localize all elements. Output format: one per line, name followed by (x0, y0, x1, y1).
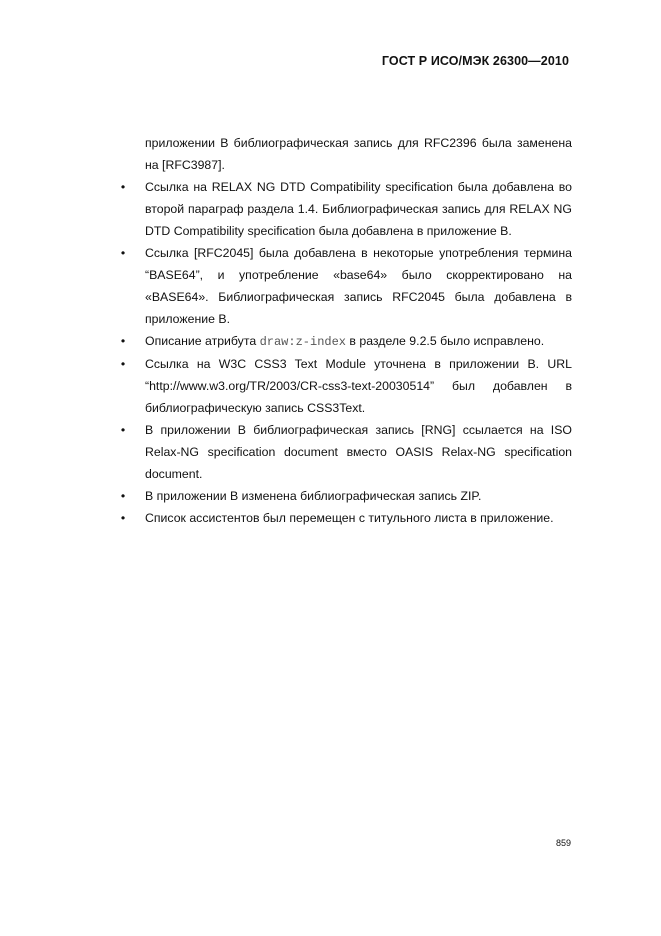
list-item (120, 176, 572, 242)
continuation-paragraph: приложении В библиографическая запись для RFC2396 была заменена на [RFC3987]. (145, 136, 572, 172)
bullet-icon: • (120, 511, 126, 525)
list-item-text: В приложении В изменена библиографическая запись ZIP. (145, 489, 482, 503)
list-item (120, 353, 572, 419)
list-item-text: Ссылка [RFC2045] была добавлена в некоторые употребления термина “BASE64”, и употребление «base64» было скорректировано на «BASE64». Библиографическая запись RFC2045 была добавлена в приложение В. (145, 246, 572, 326)
list-item-text: Ссылка на W3C CSS3 Text Module уточнена в приложении В. URL “http://www.w3.org/TR/2003/CR-css3-text-20030514” был добавлен в библиографическую запись CSS3Text. (145, 357, 572, 415)
list-item (120, 242, 572, 330)
list-item-text-before: Описание атрибута (145, 334, 260, 348)
list-item-text-after: в разделе 9.2.5 было исправлено. (346, 334, 545, 348)
bullet-icon: • (120, 489, 126, 503)
document-body (120, 132, 572, 529)
list-item (120, 507, 572, 529)
page-number: 859 (556, 838, 572, 848)
bullet-icon: • (120, 357, 126, 371)
changes-list (120, 176, 572, 529)
list-item-text: Список ассистентов был перемещен с титульного листа в приложение. (145, 511, 554, 525)
bullet-icon: • (120, 180, 126, 194)
bullet-icon: • (120, 423, 126, 437)
code-attribute: draw:z-index (259, 335, 346, 349)
bullet-icon: • (120, 334, 126, 348)
list-item (120, 485, 572, 507)
document-header: ГОСТ Р ИСО/МЭК 26300—2010 (381, 54, 569, 68)
list-item (120, 419, 572, 485)
list-item-text: В приложении В библиографическая запись [RNG] ссылается на ISO Relax-NG specification document вместо OASIS Relax-NG specification document. (145, 423, 572, 481)
bullet-icon: • (120, 246, 126, 260)
list-item-text: Ссылка на RELAX NG DTD Compatibility specification была добавлена во второй параграф раздела 1.4. Библиографическая запись для RELAX NG DTD Compatibility specification была добавлена в приложение В. (145, 180, 572, 238)
list-item (120, 330, 572, 353)
